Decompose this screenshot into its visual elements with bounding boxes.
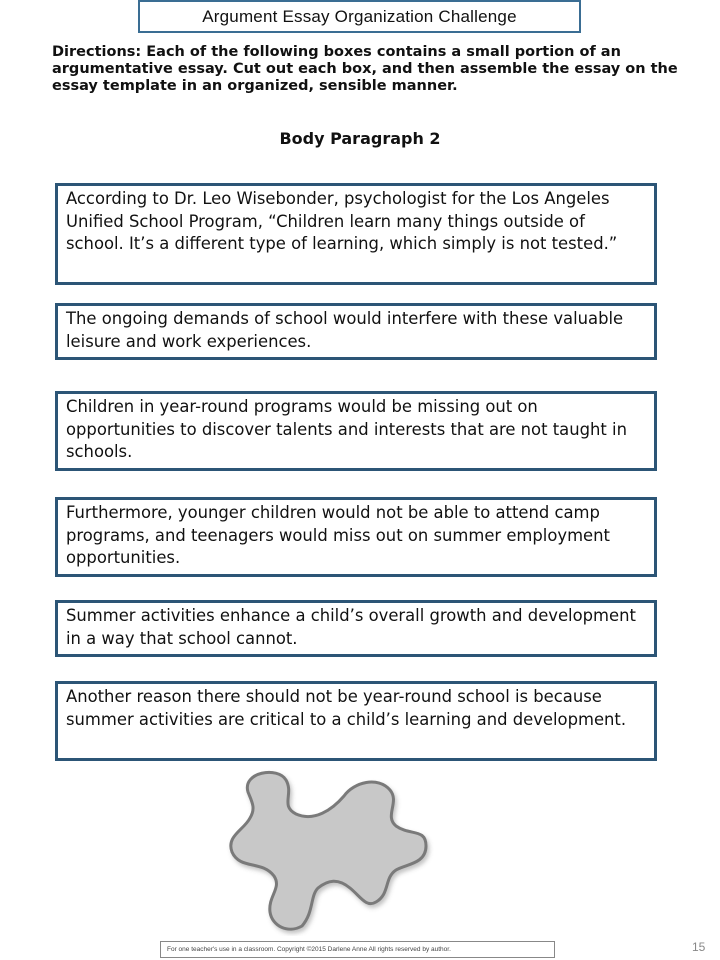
section-heading: Body Paragraph 2 — [279, 129, 441, 148]
essay-card-4: Furthermore, younger children would not be able to attend camp programs, and teenagers would miss out on summer employment opportunities. — [55, 497, 657, 577]
essay-card-6: Another reason there should not be year-round school is because summer activities are critical to a child’s learning and development. — [55, 681, 657, 761]
title-box — [138, 0, 581, 33]
essay-card-5: Summer activities enhance a child’s overall growth and development in a way that school cannot. — [55, 600, 657, 657]
essay-card-1: According to Dr. Leo Wisebonder, psychologist for the Los Angeles Unified School Program, “Children learn many things outside of school. It’s a different type of learning, which simply is not tested.” — [55, 183, 657, 285]
puzzle-piece-icon — [220, 766, 440, 940]
essay-card-3: Children in year-round programs would be missing out on opportunities to discover talents and interests that are not taught in schools. — [55, 391, 657, 471]
essay-card-2: The ongoing demands of school would interfere with these valuable leisure and work experiences. — [55, 303, 657, 360]
directions-text: Directions: Each of the following boxes contains a small portion of an argumentative essay. Cut out each box, and then assemble the essay on the essay template in an organized, sensible manner. — [52, 44, 678, 94]
page-title: Argument Essay Organization Challenge — [202, 6, 517, 26]
page-number: 15 — [692, 940, 706, 954]
copyright-footer: For one teacher's use in a classroom. Copyright ©2015 Darlene Anne All rights reserved by author. — [160, 941, 555, 958]
